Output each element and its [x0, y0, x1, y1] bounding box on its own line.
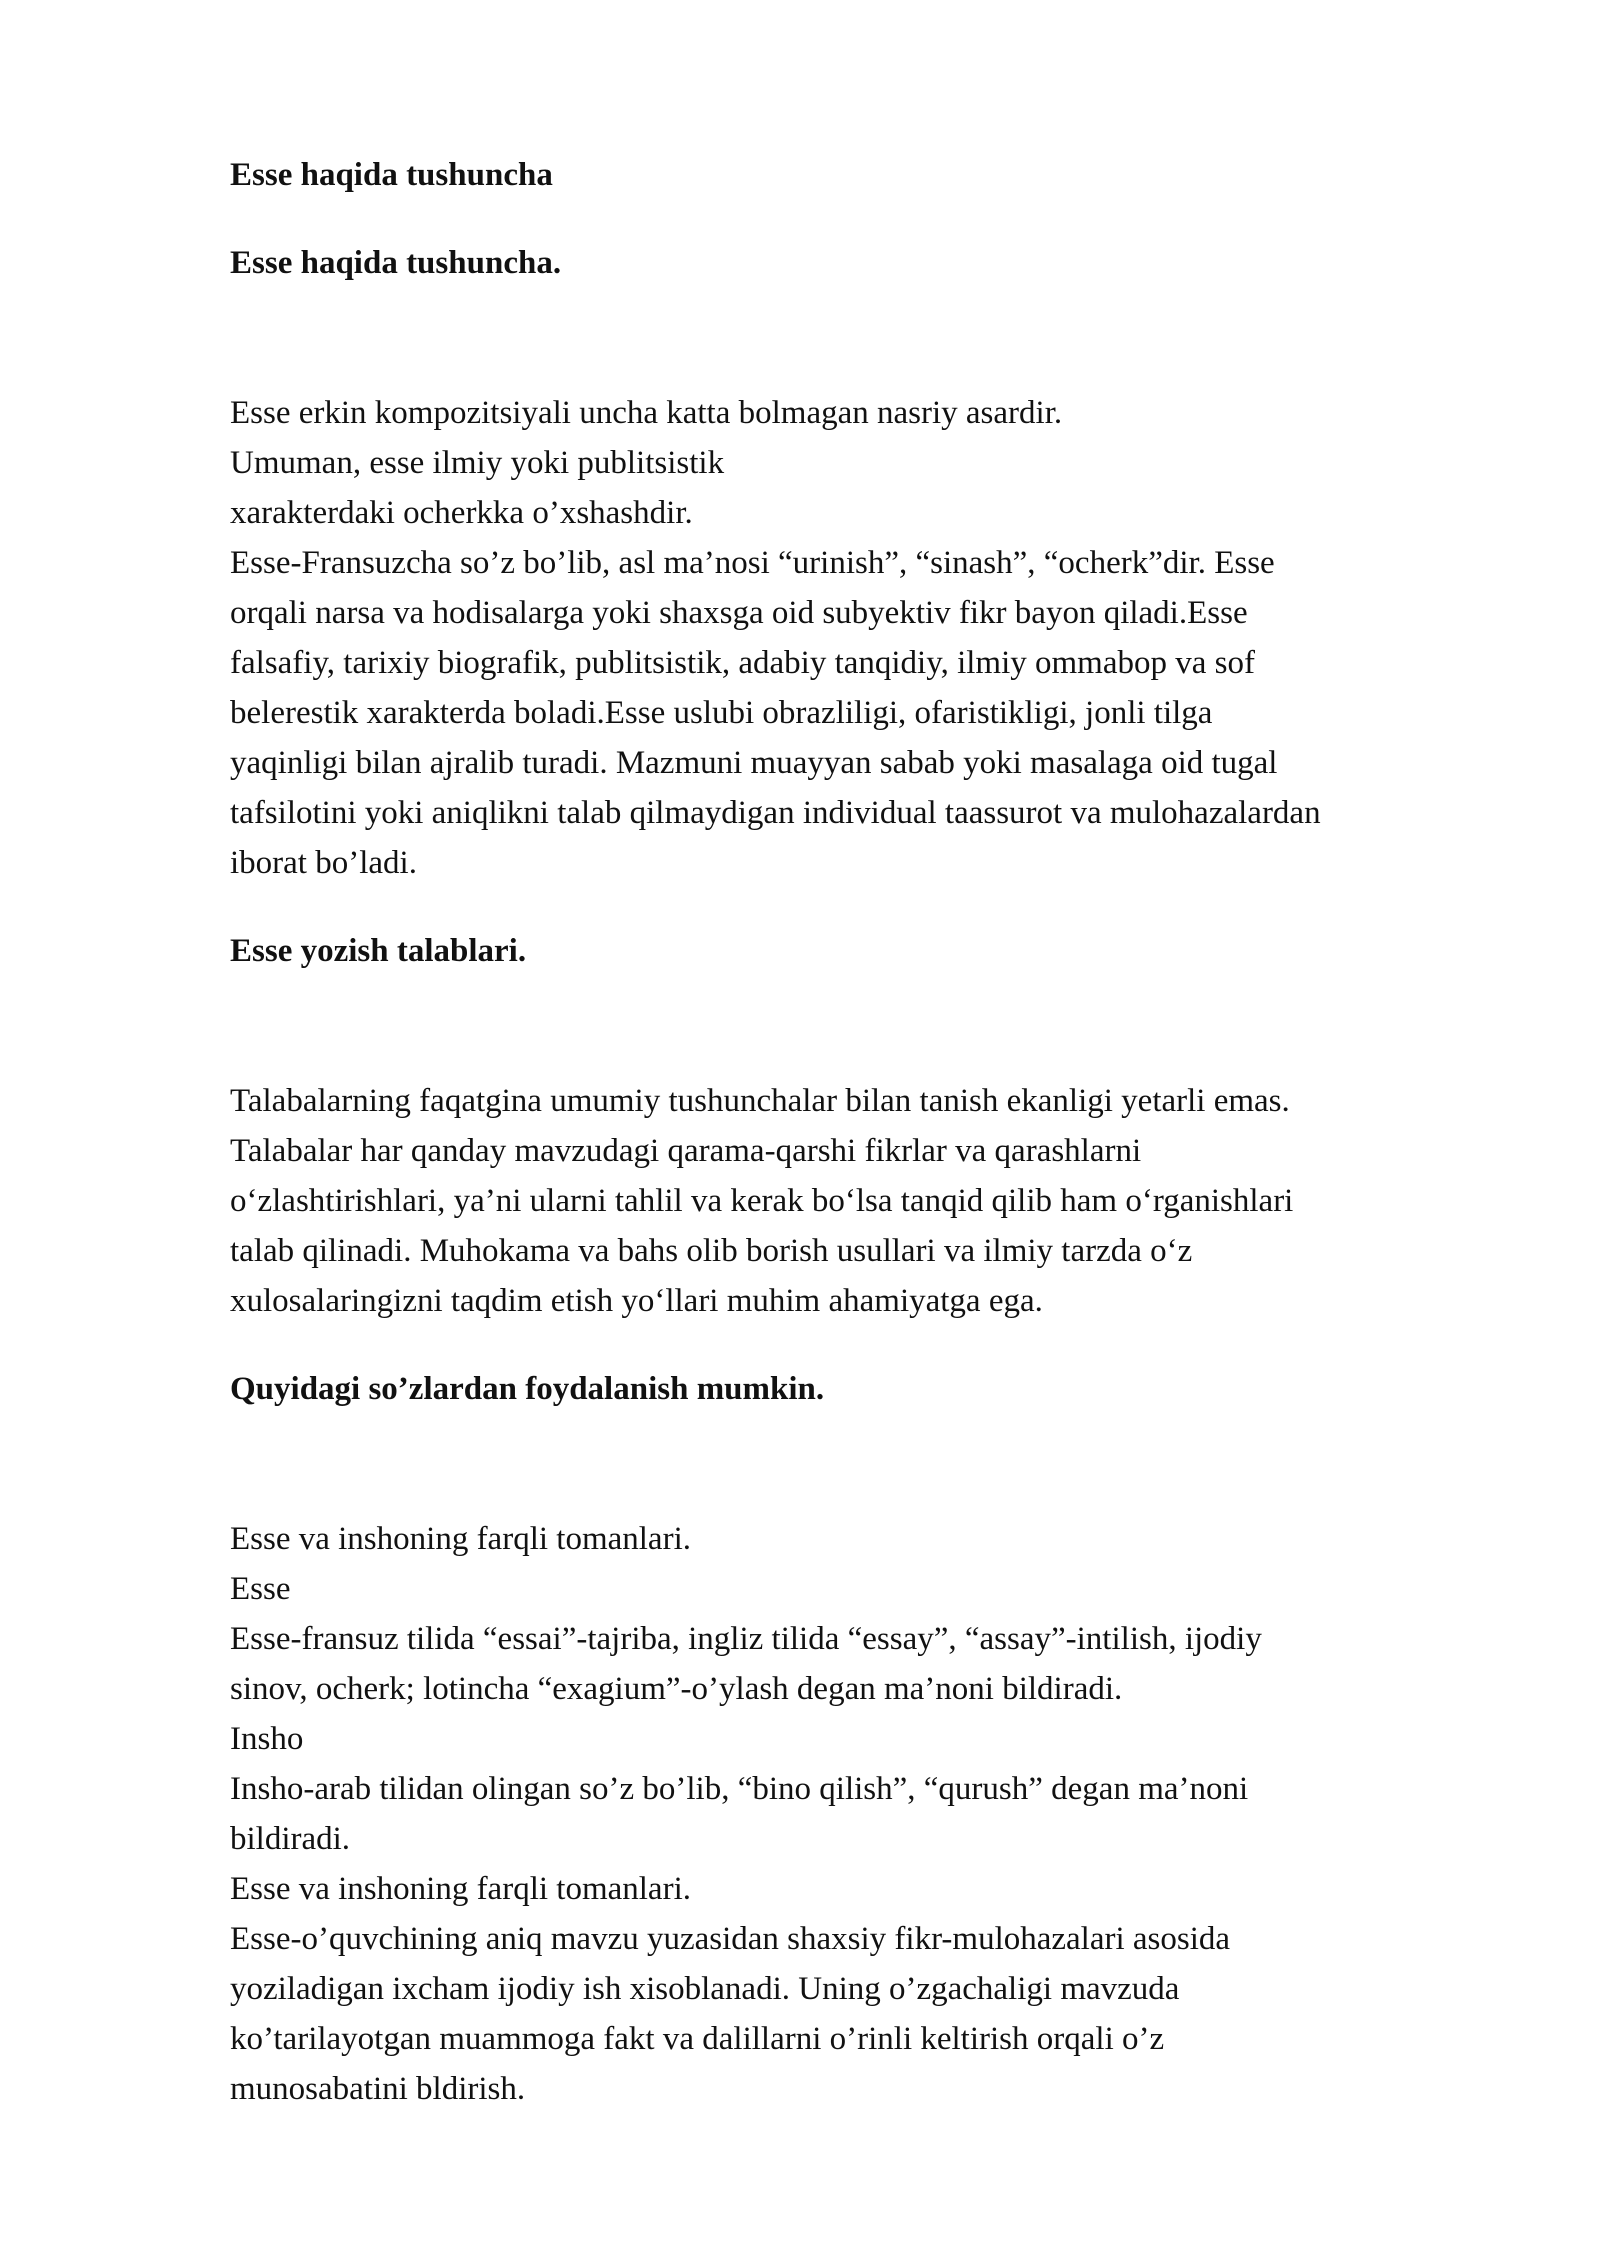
comparison-line: ko’tarilayotgan muammoga fakt va dalillarni o’rinli keltirish orqali o’z	[230, 2021, 1165, 2057]
requirements-line: Talabalar har qanday mavzudagi qarama-qarshi fikrlar va qarashlarni	[230, 1133, 1142, 1169]
comparison-line: bildiradi.	[230, 1821, 351, 1857]
comparison-line: Esse-fransuz tilida “essai”-tajriba, ingliz tilida “essay”, “assay”-intilish, ijodiy	[230, 1621, 1262, 1657]
comparison-line: Insho-arab tilidan olingan so’z bo’lib, “bino qilish”, “qurush” degan ma’noni	[230, 1771, 1249, 1807]
intro-line: orqali narsa va hodisalarga yoki shaxsga oid subyektiv fikr bayon qiladi.Esse	[230, 595, 1248, 631]
requirements-line: Talabalarning faqatgina umumiy tushunchalar bilan tanish ekanligi yetarli emas.	[230, 1083, 1290, 1119]
intro-line: tafsilotini yoki aniqlikni talab qilmaydigan individual taassurot va mulohazalardan	[230, 795, 1321, 831]
comparison-line: Esse va inshoning farqli tomanlari.	[230, 1521, 691, 1557]
comparison-line: sinov, ocherk; lotincha “exagium”-o’ylash degan ma’noni bildiradi.	[230, 1671, 1123, 1707]
comparison-line: yoziladigan ixcham ijodiy ish xisoblanadi. Uning o’zgachaligi mavzuda	[230, 1971, 1180, 2007]
comparison-paragraph	[230, 1514, 1510, 2114]
intro-line: Umuman, esse ilmiy yoki publitsistik	[230, 445, 725, 481]
requirements-line: o‘zlashtirishlari, ya’ni ularni tahlil va kerak bo‘lsa tanqid qilib ham o‘rganishlari	[230, 1183, 1294, 1219]
document-title: Esse haqida tushuncha	[230, 157, 553, 193]
comparison-line: Insho	[230, 1721, 304, 1757]
intro-line: Esse erkin kompozitsiyali uncha katta bolmagan nasriy asardir.	[230, 395, 1063, 431]
requirements-line: talab qilinadi. Muhokama va bahs olib borish usullari va ilmiy tarzda o‘z	[230, 1233, 1193, 1269]
comparison-line: Esse va inshoning farqli tomanlari.	[230, 1871, 691, 1907]
comparison-line: munosabatini bldirish.	[230, 2071, 526, 2107]
intro-line: Esse-Fransuzcha so’z bo’lib, asl ma’nosi “urinish”, “sinash”, “ocherk”dir. Esse	[230, 545, 1275, 581]
section-heading-words: Quyidagi so’zlardan foydalanish mumkin.	[230, 1371, 825, 1407]
requirements-line: xulosalaringizni taqdim etish yo‘llari muhim ahamiyatga ega.	[230, 1283, 1043, 1319]
section-heading-requirements: Esse yozish talablari.	[230, 933, 527, 969]
document-subtitle: Esse haqida tushuncha.	[230, 245, 562, 281]
intro-line: yaqinligi bilan ajralib turadi. Mazmuni muayyan sabab yoki masalaga oid tugal	[230, 745, 1278, 781]
intro-paragraph	[230, 388, 1510, 888]
comparison-line: Esse	[230, 1571, 291, 1607]
comparison-line: Esse-o’quvchining aniq mavzu yuzasidan shaxsiy fikr-mulohazalari asosida	[230, 1921, 1231, 1957]
intro-line: falsafiy, tarixiy biografik, publitsistik, adabiy tanqidiy, ilmiy ommabop va sof	[230, 645, 1255, 681]
document-page	[230, 150, 1510, 2114]
intro-line: belerestik xarakterda boladi.Esse uslubi obrazliligi, ofaristikligi, jonli tilga	[230, 695, 1213, 731]
intro-line: iborat bo’ladi.	[230, 845, 417, 881]
requirements-paragraph	[230, 1076, 1510, 1326]
intro-line: xarakterdaki ocherkka o’xshashdir.	[230, 495, 693, 531]
